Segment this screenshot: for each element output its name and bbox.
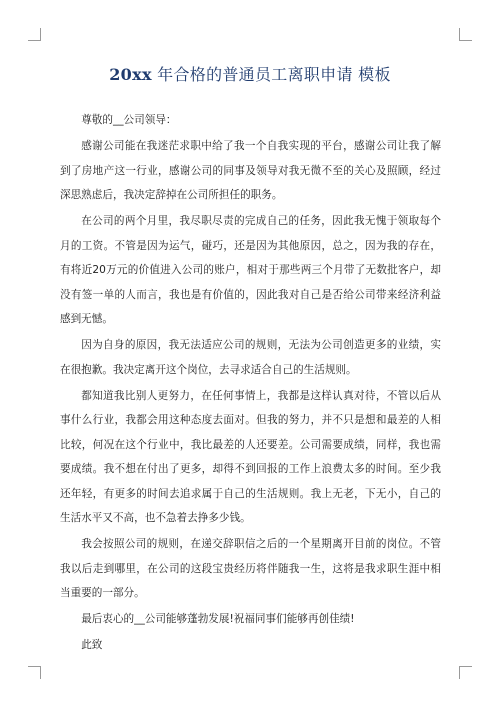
paragraph-5: 我会按照公司的规则，在递交辞职信之后的一个星期离开目前的岗位。不管我以后走到哪里，在公司的这段宝贵经历将伴随我一生，这将是我求职生涯中相当重要的一部分。: [60, 538, 441, 599]
crop-mark-bottom-left: [28, 666, 41, 679]
salutation: 尊敬的__公司领导：: [81, 114, 177, 126]
title-year: 20xx: [109, 65, 152, 84]
paragraph-2: 在公司的两个月里，我尽职尽责的完成自己的任务，因此我无愧于领取每个月的工资。不管是因为运气，碰巧，还是因为其他原因，总之，因为我的存在，有将近20万元的价值进入公司的账户，相对于那些两三个月带了无数批客户，却没有签一单的人而言，我也是有价值的，因此我对自己是否给公司带来经济利益感到无憾。: [60, 215, 441, 325]
crop-mark-top-right: [459, 28, 472, 41]
paragraph-1: 感谢公司能在我迷茫求职中给了我一个自我实现的平台，感谢公司让我了解到了房地产这一行业，感谢公司的同事及领导对我无微不至的关心及照顾，经过深思熟虑后，我决定辞掉在公司所担任的职务。: [60, 140, 441, 201]
paragraph-6: 最后衷心的__公司能够蓬勃发展!祝福同事们能够再创佳绩!: [81, 613, 355, 625]
crop-mark-top-left: [28, 28, 41, 41]
crop-mark-bottom-right: [459, 666, 472, 679]
paragraph-3: 因为自身的原因，我无法适应公司的规则，无法为公司创造更多的业绩，实在很抱歉。我决定离开这个岗位，去寻求适合自己的生活规则。: [60, 339, 441, 376]
document-body: [60, 108, 441, 659]
paragraph-4: 都知道我比别人更努力，在任何事情上，我都是这样认真对待，不管以后从事什么行业，我都会用这种态度去面对。但我的努力，并不只是想和最差的人相比较，何况在这个行业中，我比最差的人还要差。公司需要成绩，同样，我也需要成绩。我不想在付出了更多，却得不到回报的工作上浪费太多的时间。至少我还年轻，有更多的时间去追求属于自己的生活规则。我上无老，下无小，自己的生活水平又不高，也不急着去挣多少钱。: [60, 389, 441, 524]
title-text: 年合格的普通员工离职申请 模板: [151, 65, 391, 84]
closing: 此致: [81, 639, 103, 651]
document-title: [40, 62, 460, 85]
